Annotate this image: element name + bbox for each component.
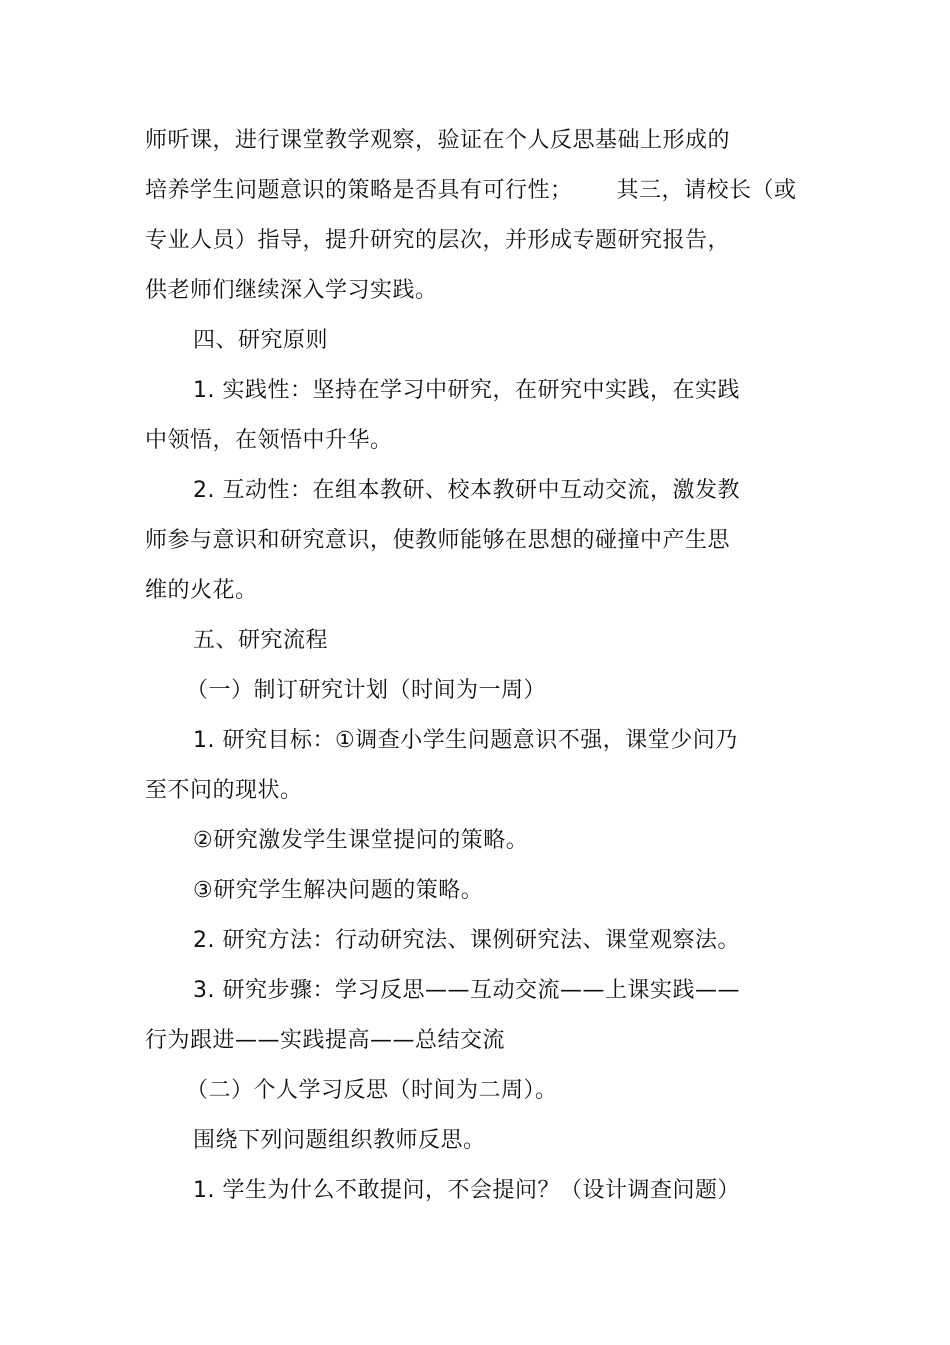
text-line: 维的火花。 <box>145 578 258 603</box>
subsection-heading: （一）制订研究计划（时间为一周） <box>186 678 547 703</box>
text-line: ③研究学生解决问题的策略。 <box>193 878 484 903</box>
text-line: 2. 互动性：在组本教研、校本教研中互动交流，激发教 <box>193 478 740 503</box>
text-line: 供老师们继续深入学习实践。 <box>145 278 438 303</box>
section-heading: 四、研究原则 <box>193 328 329 353</box>
text-line: 1. 学生为什么不敢提问，不会提问？（设计调查问题） <box>193 1178 740 1203</box>
text-line: 专业人员）指导，提升研究的层次，并形成专题研究报告， <box>145 228 731 253</box>
text-line: 1. 研究目标：①调查小学生问题意识不强，课堂少问乃 <box>193 728 738 753</box>
text-line: 围绕下列问题组织教师反思。 <box>193 1128 486 1153</box>
text-line: 3. 研究步骤：学习反思——互动交流——上课实践—— <box>193 978 740 1003</box>
section-heading: 五、研究流程 <box>193 628 329 653</box>
text-line: 2. 研究方法：行动研究法、课例研究法、课堂观察法。 <box>193 928 740 953</box>
text-line: 师参与意识和研究意识，使教师能够在思想的碰撞中产生思 <box>145 528 731 553</box>
text-segment: 其三，请校长（或 <box>616 178 797 203</box>
text-line: 至不问的现状。 <box>145 778 303 803</box>
subsection-heading: （二）个人学习反思（时间为二周）。 <box>186 1078 558 1103</box>
text-line: 中领悟，在领悟中升华。 <box>145 428 393 453</box>
text-line <box>145 176 797 206</box>
text-line: 1. 实践性：坚持在学习中研究，在研究中实践，在实践 <box>193 378 740 403</box>
text-line: ②研究激发学生课堂提问的策略。 <box>193 828 529 853</box>
text-line: 师听课，进行课堂教学观察，验证在个人反思基础上形成的 <box>145 128 731 153</box>
text-line: 行为跟进——实践提高——总结交流 <box>145 1028 506 1053</box>
text-segment: 培养学生问题意识的策略是否具有可行性； <box>145 178 573 203</box>
